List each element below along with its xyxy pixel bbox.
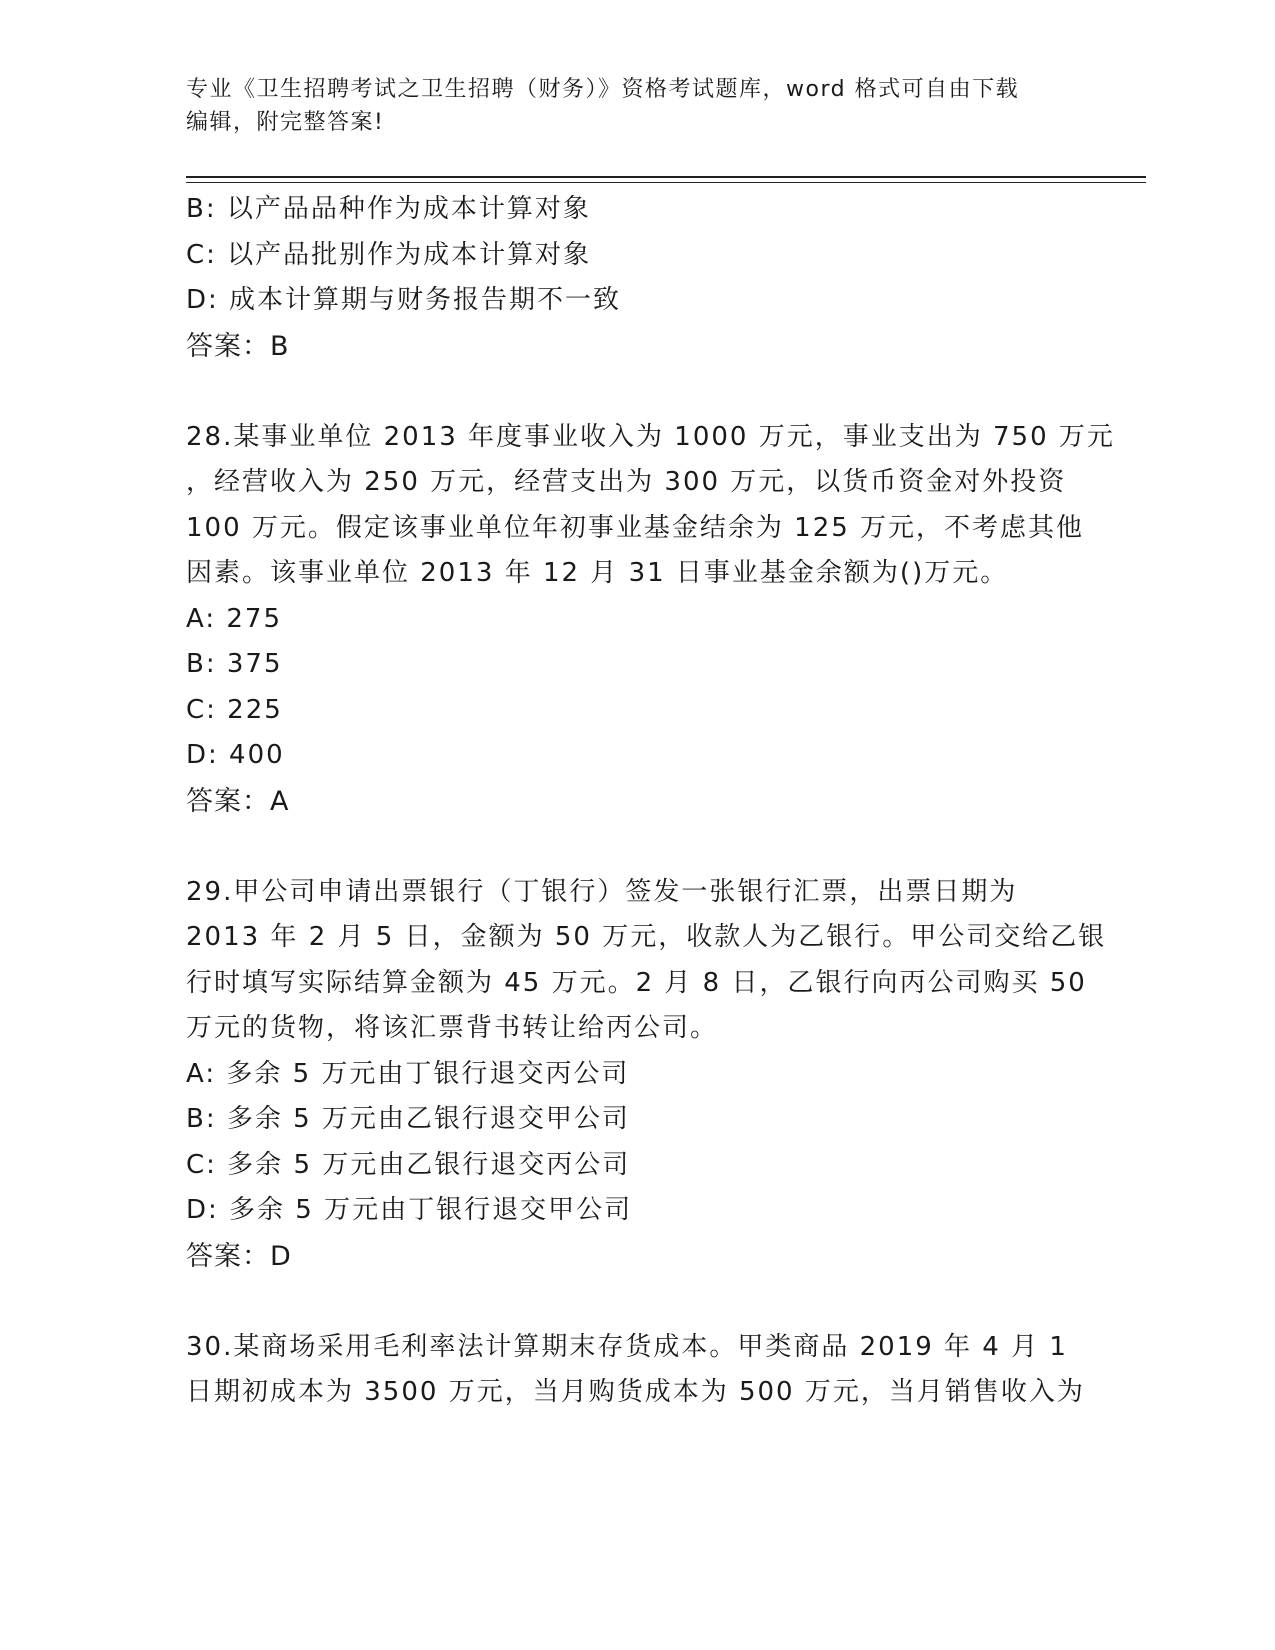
- spacer: [186, 1279, 1086, 1325]
- option-c: C: 225: [186, 694, 283, 725]
- option-d: D: 成本计算期与财务报告期不一致: [186, 285, 622, 315]
- question-text-line: 30.某商场采用毛利率法计算期末存货成本。甲类商品 2019 年 4 月 1: [186, 1331, 1068, 1362]
- question-30: [186, 1325, 1086, 1416]
- question-27-continued: [186, 187, 1086, 369]
- option-b: B: 375: [186, 649, 283, 679]
- header-line-2: 编辑，附完整答案!: [186, 110, 385, 135]
- spacer: [186, 369, 1086, 415]
- question-text-line: 因素。该事业单位 2013 年 12 月 31 日事业基金余额为()万元。: [186, 558, 1009, 588]
- question-text-line: 行时填写实际结算金额为 45 万元。2 月 8 日，乙银行向丙公司购买 50: [186, 967, 1087, 998]
- header-rule-thin: [186, 182, 1146, 183]
- question-28: [186, 415, 1115, 825]
- spacer: [186, 824, 1086, 870]
- question-text-line: 100 万元。假定该事业单位年初事业基金结余为 125 万元，不考虑其他: [186, 512, 1085, 543]
- option-d: D: 多余 5 万元由丁银行退交甲公司: [186, 1195, 633, 1225]
- question-text-line: 29.甲公司申请出票银行（丁银行）签发一张银行汇票，出票日期为: [186, 876, 1018, 907]
- question-text-line: 28.某事业单位 2013 年度事业收入为 1000 万元，事业支出为 750 万元: [186, 421, 1115, 452]
- option-c: C: 以产品批别作为成本计算对象: [186, 239, 592, 270]
- answer-line: 答案：A: [186, 785, 290, 817]
- question-text-line: 万元的货物，将该汇票背书转让给丙公司。: [186, 1013, 719, 1043]
- question-text-line: ，经营收入为 250 万元，经营支出为 300 万元，以货币资金对外投资: [186, 467, 1067, 497]
- option-d: D: 400: [186, 740, 285, 770]
- option-b: B: 以产品品种作为成本计算对象: [186, 194, 591, 224]
- answer-line: 答案：D: [186, 1240, 292, 1272]
- header-line-1: 专业《卫生招聘考试之卫生招聘（财务）》资格考试题库，word 格式可自由下载: [186, 77, 1020, 102]
- option-a: A: 275: [186, 603, 282, 634]
- question-text-line: 日期初成本为 3500 万元，当月购货成本为 500 万元，当月销售收入为: [186, 1377, 1085, 1407]
- option-b: B: 多余 5 万元由乙银行退交甲公司: [186, 1104, 630, 1134]
- question-29: [186, 870, 1107, 1280]
- option-a: A: 多余 5 万元由丁银行退交丙公司: [186, 1058, 630, 1089]
- header-rule-thick: [186, 176, 1146, 178]
- document-body: [186, 187, 1115, 1416]
- option-c: C: 多余 5 万元由乙银行退交丙公司: [186, 1149, 631, 1180]
- document-header: [186, 73, 1066, 139]
- question-text-line: 2013 年 2 月 5 日，金额为 50 万元，收款人为乙银行。甲公司交给乙银: [186, 922, 1107, 952]
- answer-line: 答案：B: [186, 330, 290, 362]
